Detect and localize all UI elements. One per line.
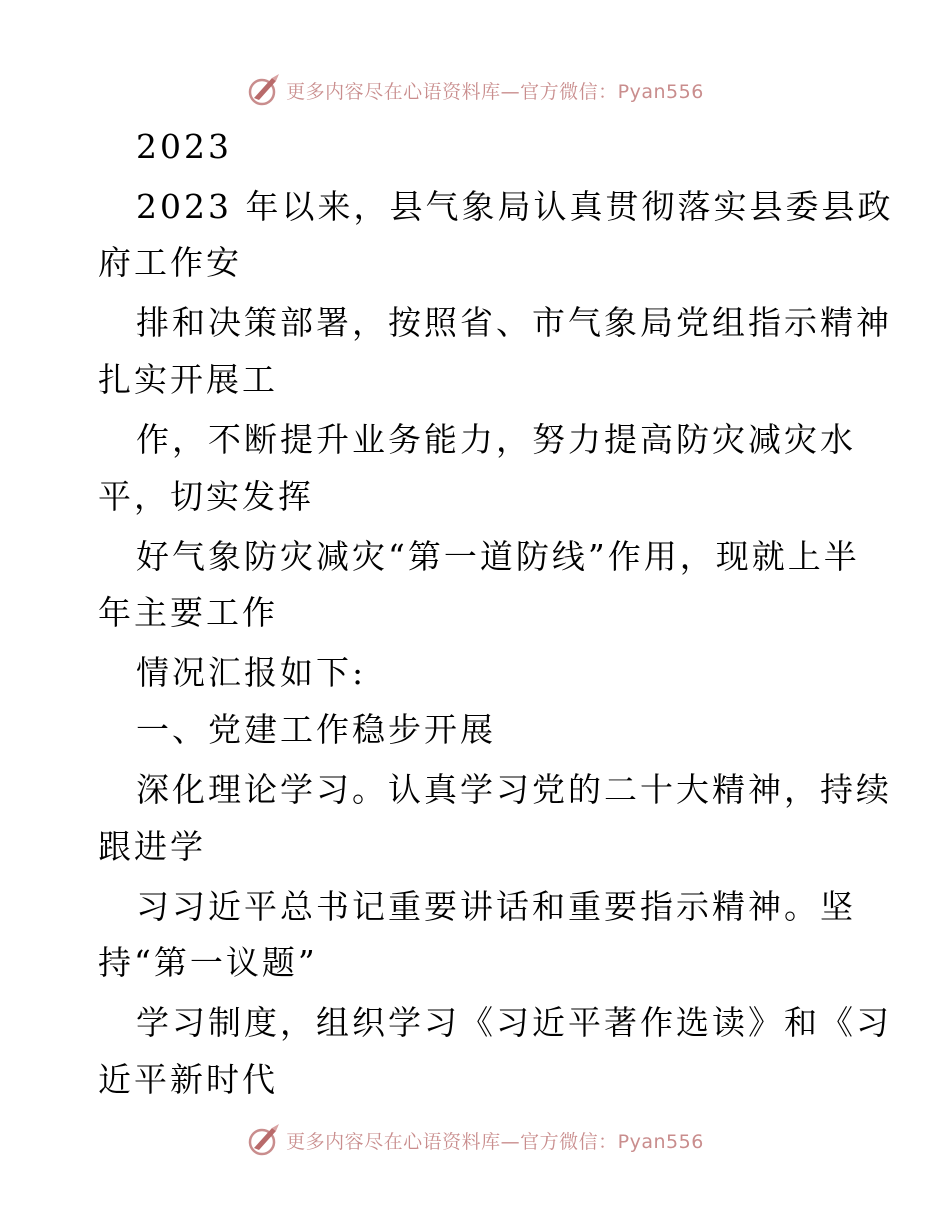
text-line: 排和决策部署，按照省、市气象局党组指示精神 bbox=[136, 303, 892, 342]
text-line: 习习近平总书记重要讲话和重要指示精神。坚 bbox=[136, 887, 856, 926]
text-line: 平，切实发挥 bbox=[98, 477, 314, 516]
text-line: 深化理论学习。认真学习党的二十大精神，持续 bbox=[136, 770, 892, 809]
text-line: 府工作安 bbox=[98, 243, 242, 282]
section-heading: 一、党建工作稳步开展 bbox=[136, 710, 496, 749]
watermark-text: 更多内容尽在心语资料库—官方微信：Pyan556 bbox=[286, 80, 704, 103]
quill-pen-logo-icon bbox=[246, 1122, 282, 1158]
watermark-footer bbox=[0, 1120, 950, 1160]
text-line: 情况汇报如下: bbox=[136, 653, 367, 692]
watermark-text: 更多内容尽在心语资料库—官方微信：Pyan556 bbox=[286, 1130, 704, 1153]
text-line: 2023 bbox=[136, 127, 232, 166]
text-line: 近平新时代 bbox=[98, 1060, 278, 1099]
quill-pen-logo-icon bbox=[246, 72, 282, 108]
text-line: 跟进学 bbox=[98, 827, 206, 866]
text-line: 学习制度，组织学习《习近平著作选读》和《习 bbox=[136, 1003, 892, 1042]
text-line: 2023 年以来，县气象局认真贯彻落实县委县政 bbox=[136, 187, 894, 226]
text-line: 作，不断提升业务能力，努力提高防灾减灾水 bbox=[136, 420, 856, 459]
text-line: 好气象防灾减灾“第一道防线”作用，现就上半 bbox=[136, 537, 860, 576]
watermark-header bbox=[0, 70, 950, 110]
text-line: 扎实开展工 bbox=[98, 360, 278, 399]
text-line: 持“第一议题” bbox=[98, 943, 318, 982]
text-line: 年主要工作 bbox=[98, 593, 278, 632]
